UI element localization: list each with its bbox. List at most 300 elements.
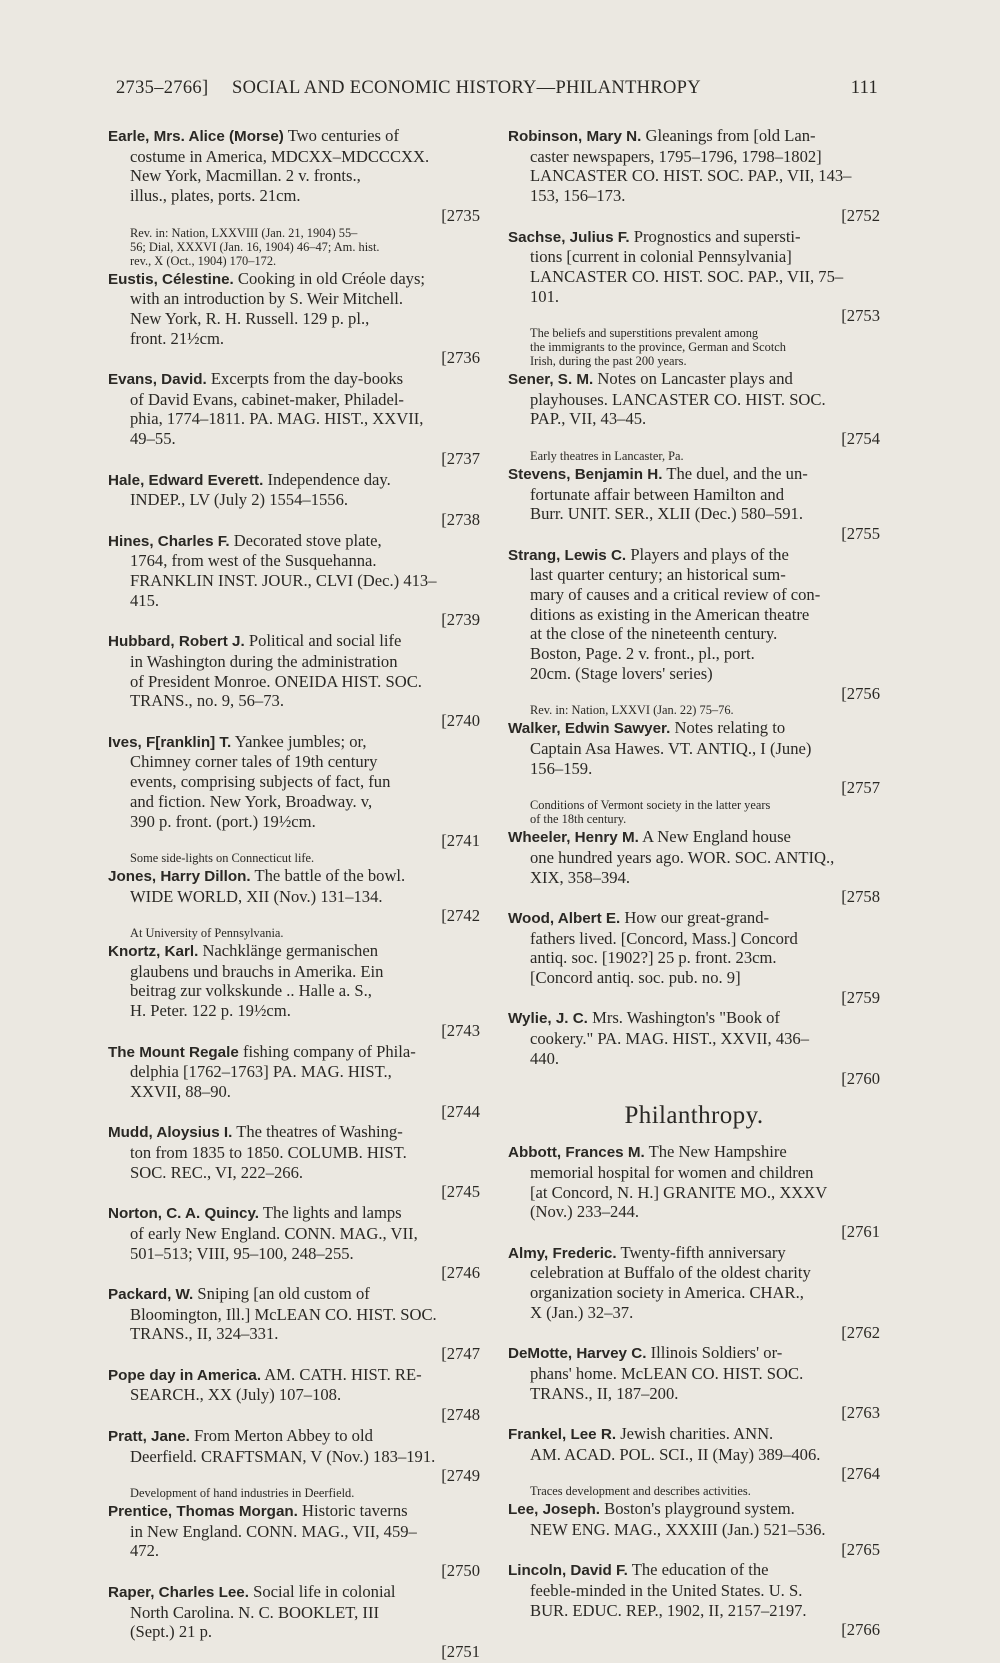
entry-author: Sener, S. M. bbox=[508, 371, 594, 389]
entry-text: one hundred years ago. WOR. SOC. ANTIQ., bbox=[530, 847, 835, 867]
entry-line bbox=[108, 409, 480, 429]
entry-line bbox=[108, 772, 480, 792]
entry-number: [2746 bbox=[441, 1263, 480, 1283]
entry-line bbox=[508, 409, 880, 429]
entry-line bbox=[508, 147, 880, 167]
entry-line bbox=[508, 1263, 880, 1283]
entry-text: LANCASTER CO. HIST. SOC. PAP., VII, 75– bbox=[530, 266, 844, 286]
entry-first-line bbox=[108, 1122, 480, 1143]
entry-number: [2736 bbox=[441, 348, 480, 368]
entry-line bbox=[108, 1622, 480, 1642]
entry-text: Mrs. Washington's "Book of bbox=[592, 1008, 780, 1028]
entry-line bbox=[108, 1224, 480, 1244]
entry-text: TRANS., II, 187–200. bbox=[530, 1383, 679, 1403]
bibliography-entry bbox=[108, 470, 480, 530]
entry-text: 415. bbox=[130, 590, 160, 610]
entry-text: [Concord antiq. soc. pub. no. 9] bbox=[530, 968, 741, 988]
entry-author: Pope day in America. bbox=[108, 1366, 262, 1384]
entry-text: Gleanings from [old Lan- bbox=[645, 126, 816, 145]
entry-line bbox=[508, 565, 880, 585]
entry-text: Burr. UNIT. SER., XLII (Dec.) 580–591. bbox=[530, 504, 803, 524]
entry-text: in New England. CONN. MAG., VII, 459– bbox=[130, 1521, 417, 1541]
entry-line bbox=[108, 329, 480, 349]
entry-text: The education of the bbox=[631, 1560, 769, 1580]
entry-first-line bbox=[108, 732, 480, 753]
entry-number: [2735 bbox=[441, 205, 480, 225]
entry-note: Early theatres in Lancaster, Pa. bbox=[530, 448, 684, 463]
entry-line bbox=[508, 1520, 880, 1540]
entry-first-line bbox=[108, 1501, 480, 1522]
entry-text: Bloomington, Ill.] McLEAN CO. HIST. SOC. bbox=[130, 1304, 437, 1324]
entry-line bbox=[108, 962, 480, 982]
entry-first-line bbox=[508, 1424, 880, 1445]
entry-text: Jewish charities. ANN. bbox=[620, 1424, 774, 1444]
entry-number: [2743 bbox=[441, 1020, 480, 1040]
bibliography-entry bbox=[108, 126, 480, 268]
entry-line bbox=[108, 752, 480, 772]
entry-author: Robinson, Mary N. bbox=[508, 128, 642, 145]
entry-author: Mudd, Aloysius I. bbox=[108, 1124, 233, 1142]
entry-line bbox=[108, 571, 480, 591]
entry-text: fortunate affair between Hamilton and bbox=[530, 484, 785, 504]
entry-author: Norton, C. A. Quincy. bbox=[108, 1205, 260, 1223]
entry-text: tions [current in colonial Pennsylvania] bbox=[530, 247, 792, 267]
entry-number: [2748 bbox=[441, 1405, 480, 1425]
entry-note: Irish, during the past 200 years. bbox=[530, 354, 687, 369]
bibliography-entry bbox=[508, 1560, 880, 1640]
entry-number: [2759 bbox=[841, 987, 880, 1007]
entry-text: playhouses. LANCASTER CO. HIST. SOC. bbox=[530, 389, 826, 409]
entry-first-line bbox=[108, 126, 480, 147]
entry-text: ton from 1835 to 1850. COLUMB. HIST. bbox=[130, 1143, 407, 1163]
entry-number: [2752 bbox=[841, 205, 880, 225]
entry-note: Rev. in: Nation, LXXVI (Jan. 22) 75–76. bbox=[530, 703, 734, 718]
entry-text: fathers lived. [Concord, Mass.] Concord bbox=[530, 928, 798, 948]
entry-note: The beliefs and superstitions prevalent among bbox=[530, 326, 759, 341]
bibliography-entry bbox=[508, 827, 880, 907]
bibliography-entry bbox=[108, 369, 480, 469]
entry-text: of President Monroe. ONEIDA HIST. SOC. bbox=[130, 671, 422, 691]
entry-line bbox=[108, 1603, 480, 1623]
entry-text: Political and social life bbox=[248, 631, 402, 651]
bibliography-entry bbox=[508, 718, 880, 826]
bibliography-entry bbox=[508, 545, 880, 718]
entry-line bbox=[108, 672, 480, 692]
entry-line bbox=[508, 166, 880, 186]
entry-number: [2751 bbox=[441, 1641, 480, 1661]
entry-first-line bbox=[108, 631, 480, 652]
entry-line bbox=[108, 1082, 480, 1102]
entry-text: 156–159. bbox=[530, 758, 593, 778]
entry-number: [2747 bbox=[441, 1344, 480, 1364]
entry-number: [2766 bbox=[841, 1620, 880, 1640]
entry-line bbox=[108, 390, 480, 410]
entry-author: Hubbard, Robert J. bbox=[108, 633, 245, 651]
entry-line bbox=[108, 1143, 480, 1163]
bibliography-entry bbox=[508, 227, 880, 369]
entry-text: costume in America, MDCXX–MDCCCXX. bbox=[130, 146, 430, 166]
entry-first-line bbox=[508, 1499, 880, 1520]
entry-line bbox=[508, 585, 880, 605]
entry-line bbox=[508, 848, 880, 868]
entry-author: Stevens, Benjamin H. bbox=[508, 465, 663, 483]
entry-text: Prognostics and supersti- bbox=[633, 226, 801, 246]
entry-first-line bbox=[508, 464, 880, 485]
bibliography-entry bbox=[508, 369, 880, 463]
entry-line bbox=[108, 1385, 480, 1405]
entry-text: LANCASTER CO. HIST. SOC. PAP., VII, 143– bbox=[530, 166, 852, 186]
entry-line bbox=[108, 166, 480, 186]
entry-author: Hines, Charles F. bbox=[108, 532, 230, 550]
bibliography-entry bbox=[508, 1499, 880, 1559]
entry-text: New York, R. H. Russell. 129 p. pl., bbox=[130, 308, 370, 328]
entry-line bbox=[508, 247, 880, 267]
entry-text: TRANS., II, 324–331. bbox=[130, 1324, 279, 1344]
entry-range: 2735–2766] bbox=[116, 78, 209, 98]
entry-number: [2742 bbox=[441, 906, 480, 926]
entry-first-line bbox=[508, 718, 880, 739]
entry-text: Notes relating to bbox=[674, 718, 786, 738]
entry-number: [2739 bbox=[441, 610, 480, 630]
entry-line bbox=[508, 390, 880, 410]
entry-first-line bbox=[108, 1426, 480, 1447]
entry-line bbox=[108, 1522, 480, 1542]
entry-number: [2763 bbox=[841, 1403, 880, 1423]
entry-number: [2765 bbox=[841, 1539, 880, 1559]
entry-number: [2754 bbox=[841, 429, 880, 449]
entry-note: of the 18th century. bbox=[530, 812, 627, 827]
bibliography-entry bbox=[108, 732, 480, 865]
entry-text: Twenty-fifth anniversary bbox=[620, 1242, 786, 1262]
entry-line bbox=[508, 1445, 880, 1465]
entry-line bbox=[108, 792, 480, 812]
entry-text: The theatres of Washing- bbox=[236, 1122, 403, 1142]
entry-first-line bbox=[508, 1142, 880, 1163]
entry-line bbox=[108, 490, 480, 510]
entry-author: Ives, F[ranklin] T. bbox=[108, 733, 232, 751]
entry-line bbox=[108, 289, 480, 309]
entry-text: fishing company of Phila- bbox=[242, 1041, 416, 1061]
bibliography-entry bbox=[108, 1122, 480, 1202]
entry-text: Sniping [an old custom of bbox=[197, 1283, 370, 1303]
entry-note: rev., X (Oct., 1904) 170–172. bbox=[130, 253, 277, 268]
entry-line bbox=[108, 147, 480, 167]
section-heading: Philanthropy. bbox=[624, 1102, 764, 1130]
entry-line bbox=[508, 644, 880, 664]
entry-line bbox=[508, 664, 880, 684]
entry-line bbox=[108, 1001, 480, 1021]
entry-text: Independence day. bbox=[267, 469, 391, 489]
entry-number: [2757 bbox=[841, 778, 880, 798]
entry-line bbox=[108, 186, 480, 206]
entry-line bbox=[508, 1183, 880, 1203]
entry-text: How our great-grand- bbox=[624, 907, 770, 927]
entry-first-line bbox=[508, 1243, 880, 1264]
entry-line bbox=[508, 1601, 880, 1621]
entry-author: Wylie, J. C. bbox=[508, 1010, 588, 1028]
entry-number: [2762 bbox=[841, 1322, 880, 1342]
bibliography-entry bbox=[508, 1343, 880, 1423]
entry-text: and fiction. New York, Broadway. v, bbox=[130, 791, 373, 811]
entry-line bbox=[508, 1029, 880, 1049]
entry-text: Two centuries of bbox=[287, 126, 399, 145]
entry-line bbox=[508, 1303, 880, 1323]
entry-text: caster newspapers, 1795–1796, 1798–1802] bbox=[530, 146, 822, 166]
entry-line bbox=[108, 1163, 480, 1183]
entry-number: [2758 bbox=[841, 887, 880, 907]
entry-author: Wood, Albert E. bbox=[508, 909, 621, 927]
entry-line bbox=[508, 267, 880, 287]
entry-line bbox=[508, 929, 880, 949]
entry-text: last quarter century; an historical sum- bbox=[530, 565, 786, 585]
entry-line bbox=[508, 1049, 880, 1069]
entry-text: NEW ENG. MAG., XXXIII (Jan.) 521–536. bbox=[530, 1519, 826, 1539]
entry-note: Rev. in: Nation, LXXVIII (Jan. 21, 1904) 55– bbox=[130, 225, 358, 240]
entry-author: Lincoln, David F. bbox=[508, 1562, 628, 1580]
entry-text: Notes on Lancaster plays and bbox=[597, 369, 793, 389]
entry-text: Yankee jumbles; or, bbox=[234, 731, 367, 751]
entry-text: delphia [1762–1763] PA. MAG. HIST., bbox=[130, 1062, 392, 1082]
entry-text: H. Peter. 122 p. 19½cm. bbox=[130, 1001, 291, 1021]
entry-line bbox=[108, 887, 480, 907]
entry-line bbox=[508, 287, 880, 307]
entry-number: [2756 bbox=[841, 683, 880, 703]
entry-text: Boston's playground system. bbox=[604, 1499, 795, 1519]
entry-line bbox=[108, 652, 480, 672]
entry-line bbox=[508, 1283, 880, 1303]
running-header bbox=[116, 78, 878, 106]
entry-note: Conditions of Vermont society in the latter years bbox=[530, 798, 771, 813]
entry-line bbox=[508, 1364, 880, 1384]
entry-first-line bbox=[108, 941, 480, 962]
bibliography-entry bbox=[108, 269, 480, 369]
entry-author: Lee, Joseph. bbox=[508, 1501, 601, 1519]
entry-text: celebration at Buffalo of the oldest charity bbox=[530, 1263, 811, 1283]
entry-line bbox=[108, 1447, 480, 1467]
entry-text: The battle of the bowl. bbox=[254, 865, 406, 885]
entry-first-line bbox=[508, 908, 880, 929]
entry-text: Chimney corner tales of 19th century bbox=[130, 752, 378, 772]
entry-text: SEARCH., XX (July) 107–108. bbox=[130, 1385, 342, 1405]
entry-text: with an introduction by S. Weir Mitchell. bbox=[130, 289, 404, 309]
entry-first-line bbox=[508, 369, 880, 390]
bibliography-entry bbox=[508, 1243, 880, 1343]
entry-text: 153, 156–173. bbox=[530, 186, 626, 206]
entry-text: in Washington during the administration bbox=[130, 651, 398, 671]
entry-line bbox=[508, 739, 880, 759]
entry-text: The New Hampshire bbox=[648, 1142, 787, 1162]
entry-first-line bbox=[508, 1560, 880, 1581]
entry-number: [2764 bbox=[841, 1464, 880, 1484]
entry-author: Walker, Edwin Sawyer. bbox=[508, 720, 671, 738]
entry-author: DeMotte, Harvey C. bbox=[508, 1345, 647, 1363]
bibliography-entry bbox=[108, 1501, 480, 1581]
entry-text: TRANS., no. 9, 56–73. bbox=[130, 691, 284, 711]
entry-number: [2737 bbox=[441, 448, 480, 468]
entry-text: X (Jan.) 32–37. bbox=[530, 1302, 634, 1322]
bibliography-entry bbox=[108, 1042, 480, 1122]
entry-text: illus., plates, ports. 21cm. bbox=[130, 186, 301, 206]
entry-line bbox=[108, 1305, 480, 1325]
entry-text: of David Evans, cabinet-maker, Philadel- bbox=[130, 389, 404, 409]
entry-text: organization society in America. CHAR., bbox=[530, 1283, 804, 1303]
entry-first-line bbox=[108, 531, 480, 552]
entry-number: [2745 bbox=[441, 1182, 480, 1202]
entry-line bbox=[508, 1384, 880, 1404]
entry-text: 1764, from west of the Susquehanna. bbox=[130, 551, 377, 571]
entry-text: antiq. soc. [1902?] 25 p. front. 23cm. bbox=[530, 948, 777, 968]
entry-author: Eustis, Célestine. bbox=[108, 270, 234, 288]
entry-note: the immigrants to the province, German and Scotch bbox=[530, 340, 787, 355]
entry-text: XXVII, 88–90. bbox=[130, 1081, 231, 1101]
entry-author: Abbott, Frances M. bbox=[508, 1144, 645, 1162]
entry-text: [at Concord, N. H.] GRANITE MO., XXXV bbox=[530, 1182, 828, 1202]
entry-number: [2749 bbox=[441, 1466, 480, 1486]
entry-first-line bbox=[108, 269, 480, 290]
entry-number: [2755 bbox=[841, 523, 880, 543]
entry-text: BUR. EDUC. REP., 1902, II, 2157–2197. bbox=[530, 1600, 807, 1620]
entry-line bbox=[108, 812, 480, 832]
bibliography-entry bbox=[108, 1284, 480, 1364]
entry-first-line bbox=[108, 1203, 480, 1224]
entry-author: Jones, Harry Dillon. bbox=[108, 867, 251, 885]
philanthropy-entries bbox=[508, 1142, 880, 1640]
entry-author: Hale, Edward Everett. bbox=[108, 471, 264, 489]
bibliography-entry bbox=[508, 1008, 880, 1088]
entry-number: [2761 bbox=[841, 1222, 880, 1242]
bibliography-entry bbox=[508, 126, 880, 226]
entry-text: feeble-minded in the United States. U. S. bbox=[530, 1581, 803, 1600]
entry-line bbox=[108, 1541, 480, 1561]
entry-first-line bbox=[508, 126, 880, 147]
entry-text: at the close of the nineteenth century. bbox=[530, 624, 778, 644]
entry-text: The lights and lamps bbox=[262, 1203, 402, 1223]
entry-author: Almy, Frederic. bbox=[508, 1244, 617, 1262]
entry-number: [2738 bbox=[441, 509, 480, 529]
entry-text: INDEP., LV (July 2) 1554–1556. bbox=[130, 490, 349, 510]
entry-first-line bbox=[508, 1343, 880, 1364]
left-column bbox=[108, 126, 480, 1663]
entry-text: ditions as existing in the American theatre bbox=[530, 604, 810, 624]
entry-text: memorial hospital for women and children bbox=[530, 1162, 814, 1182]
entry-line bbox=[108, 309, 480, 329]
entry-line bbox=[508, 186, 880, 206]
entry-line bbox=[508, 759, 880, 779]
bibliography-entry bbox=[108, 1426, 480, 1500]
entry-text: phia, 1774–1811. PA. MAG. HIST., XXVII, bbox=[130, 409, 424, 429]
entry-text: front. 21½cm. bbox=[130, 328, 225, 348]
page-number: 111 bbox=[850, 78, 878, 98]
entry-text: Decorated stove plate, bbox=[233, 530, 382, 550]
entry-line bbox=[108, 1244, 480, 1264]
entry-line bbox=[508, 485, 880, 505]
entry-first-line bbox=[508, 545, 880, 566]
entry-text: WIDE WORLD, XII (Nov.) 131–134. bbox=[130, 886, 383, 906]
entry-text: North Carolina. N. C. BOOKLET, III bbox=[130, 1602, 380, 1622]
entry-text: glaubens und brauchs in Amerika. Ein bbox=[130, 961, 384, 981]
right-column bbox=[508, 126, 880, 1641]
bibliography-entry bbox=[508, 908, 880, 1008]
entry-text: 440. bbox=[530, 1048, 560, 1068]
entry-note: Some side-lights on Connecticut life. bbox=[130, 850, 315, 865]
entry-first-line bbox=[508, 1008, 880, 1029]
entry-text: of early New England. CONN. MAG., VII, bbox=[130, 1223, 418, 1243]
entry-text: XIX, 358–394. bbox=[530, 867, 631, 887]
entry-author: Packard, W. bbox=[108, 1285, 194, 1303]
entry-first-line bbox=[508, 227, 880, 248]
entry-text: mary of causes and a critical review of con- bbox=[530, 585, 821, 605]
entry-first-line bbox=[108, 1365, 480, 1386]
entry-number: [2740 bbox=[441, 710, 480, 730]
entry-text: events, comprising subjects of fact, fun bbox=[130, 772, 391, 792]
entry-text: beitrag zur volkskunde .. Halle a. S., bbox=[130, 981, 372, 1001]
entry-text: FRANKLIN INST. JOUR., CLVI (Dec.) 413– bbox=[130, 571, 437, 591]
bibliography-entry bbox=[508, 464, 880, 544]
entry-first-line bbox=[108, 1042, 480, 1063]
entry-line bbox=[508, 968, 880, 988]
entry-text: 101. bbox=[530, 286, 560, 306]
entry-text: cookery." PA. MAG. HIST., XXVII, 436– bbox=[530, 1029, 810, 1049]
bibliography-entry bbox=[108, 1365, 480, 1425]
entry-note: At University of Pennsylvania. bbox=[130, 926, 284, 941]
entry-note: Development of hand industries in Deerfield. bbox=[130, 1486, 355, 1500]
entry-line bbox=[108, 1062, 480, 1082]
bibliography-entry bbox=[508, 1142, 880, 1242]
entry-text: 20cm. (Stage lovers' series) bbox=[530, 663, 713, 683]
entry-author: Knortz, Karl. bbox=[108, 943, 199, 961]
bibliography-entry bbox=[108, 531, 480, 631]
bibliography-entry bbox=[108, 1203, 480, 1283]
entry-line bbox=[108, 551, 480, 571]
entry-note: 56; Dial, XXXVI (Jan. 16, 1904) 46–47; Am. hist. bbox=[130, 239, 380, 254]
entry-author: Raper, Charles Lee. bbox=[108, 1583, 249, 1601]
entry-author: Frankel, Lee R. bbox=[508, 1426, 617, 1444]
entry-line bbox=[108, 429, 480, 449]
entry-text: Illinois Soldiers' or- bbox=[650, 1343, 783, 1363]
entry-text: AM. CATH. HIST. RE- bbox=[264, 1364, 422, 1384]
entry-text: A New England house bbox=[642, 827, 791, 847]
entry-first-line bbox=[108, 866, 480, 887]
entry-text: Deerfield. CRAFTSMAN, V (Nov.) 183–191. bbox=[130, 1446, 436, 1466]
entry-line bbox=[508, 948, 880, 968]
entry-text: 472. bbox=[130, 1541, 160, 1561]
entry-line bbox=[508, 868, 880, 888]
entry-text: phans' home. McLEAN CO. HIST. SOC. bbox=[530, 1363, 804, 1383]
entry-text: SOC. REC., VI, 222–266. bbox=[130, 1162, 304, 1182]
entry-line bbox=[508, 1202, 880, 1222]
entry-line bbox=[108, 591, 480, 611]
entry-text: 49–55. bbox=[130, 429, 176, 449]
entry-line bbox=[508, 624, 880, 644]
entry-text: New York, Macmillan. 2 v. fronts., bbox=[130, 166, 361, 186]
entry-number: [2750 bbox=[441, 1561, 480, 1581]
entry-first-line bbox=[108, 470, 480, 491]
entry-line bbox=[108, 981, 480, 1001]
entry-text: Social life in colonial bbox=[253, 1581, 396, 1601]
entry-number: [2741 bbox=[441, 831, 480, 851]
entry-first-line bbox=[108, 1284, 480, 1305]
entry-author: Wheeler, Henry M. bbox=[508, 829, 639, 847]
entry-text: Captain Asa Hawes. VT. ANTIQ., I (June) bbox=[530, 738, 812, 758]
entry-text: 501–513; VIII, 95–100, 248–255. bbox=[130, 1243, 354, 1263]
entry-text: Excerpts from the day-books bbox=[210, 369, 404, 389]
bibliography-entry bbox=[108, 631, 480, 731]
entry-first-line bbox=[508, 827, 880, 848]
entry-line bbox=[508, 605, 880, 625]
entry-line bbox=[108, 691, 480, 711]
bibliography-entry bbox=[108, 1582, 480, 1662]
entry-number: [2744 bbox=[441, 1101, 480, 1121]
